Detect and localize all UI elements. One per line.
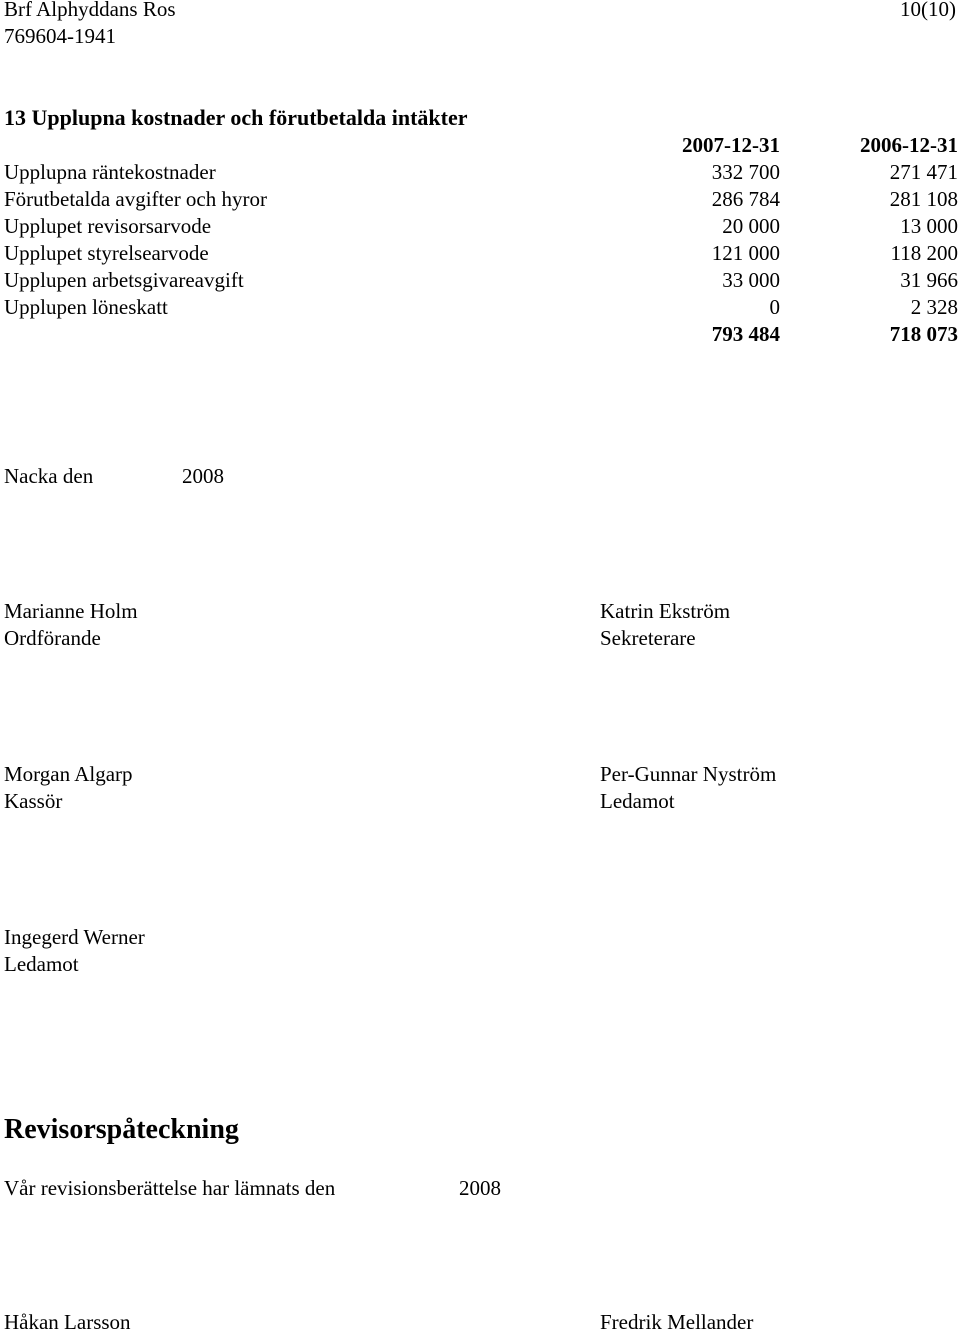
organization-number: 769604-1941 bbox=[4, 24, 116, 48]
row-value-2007: 121 000 bbox=[711, 241, 780, 265]
row-value-2006: 2 328 bbox=[910, 295, 958, 319]
note-title: 13 Upplupna kostnader och förutbetalda intäkter bbox=[4, 105, 468, 130]
row-value-2006: 118 200 bbox=[890, 241, 958, 265]
row-value-2006: 31 966 bbox=[900, 268, 958, 292]
table-header-row bbox=[0, 132, 960, 159]
column-header-2007: 2007-12-31 bbox=[682, 133, 780, 157]
table-row bbox=[0, 186, 960, 213]
auditor-signature-name: Håkan Larsson bbox=[4, 1310, 131, 1334]
row-value-2007: 20 000 bbox=[722, 214, 780, 238]
signature-role: Ledamot bbox=[600, 789, 675, 813]
place-year: 2008 bbox=[182, 464, 224, 488]
row-value-2006: 13 000 bbox=[900, 214, 958, 238]
row-value-2007: 33 000 bbox=[722, 268, 780, 292]
signature-name: Katrin Ekström bbox=[600, 599, 731, 623]
row-value-2006: 281 108 bbox=[889, 187, 958, 211]
table-row bbox=[0, 267, 960, 294]
accrued-costs-table bbox=[0, 132, 960, 348]
row-label: Upplupna räntekostnader bbox=[4, 160, 216, 184]
signature-name: Marianne Holm bbox=[4, 599, 138, 623]
signature-name: Morgan Algarp bbox=[4, 762, 133, 786]
row-value-2007: 332 700 bbox=[711, 160, 780, 184]
row-value-2007: 286 784 bbox=[711, 187, 780, 211]
signature-name: Per-Gunnar Nyström bbox=[600, 762, 777, 786]
auditor-statement-year: 2008 bbox=[459, 1176, 501, 1200]
row-label: Upplupet styrelsearvode bbox=[4, 241, 209, 265]
total-value-2006: 718 073 bbox=[889, 322, 958, 346]
signature-role: Ledamot bbox=[4, 952, 79, 976]
row-label: Upplupet revisorsarvode bbox=[4, 214, 212, 238]
auditor-signature-name: Fredrik Mellander bbox=[600, 1310, 754, 1334]
row-label: Upplupen löneskatt bbox=[4, 295, 168, 319]
row-value-2006: 271 471 bbox=[889, 160, 958, 184]
table-row bbox=[0, 294, 960, 321]
table-row bbox=[0, 240, 960, 267]
signature-name: Ingegerd Werner bbox=[4, 925, 145, 949]
row-value-2007: 0 bbox=[769, 295, 780, 319]
table-total-row bbox=[0, 321, 960, 348]
signature-role: Sekreterare bbox=[600, 626, 696, 650]
signature-role: Kassör bbox=[4, 789, 63, 813]
page-number: 10(10) bbox=[900, 0, 956, 21]
table-row bbox=[0, 213, 960, 240]
organization-name: Brf Alphyddans Ros bbox=[4, 0, 176, 21]
table-row bbox=[0, 159, 960, 186]
place-label: Nacka den bbox=[4, 464, 94, 488]
total-value-2007: 793 484 bbox=[711, 322, 780, 346]
row-label: Förutbetalda avgifter och hyror bbox=[4, 187, 267, 211]
row-label: Upplupen arbetsgivareavgift bbox=[4, 268, 244, 292]
column-header-2006: 2006-12-31 bbox=[860, 133, 958, 157]
signature-role: Ordförande bbox=[4, 626, 101, 650]
auditor-section-title: Revisorspåteckning bbox=[4, 1114, 239, 1145]
auditor-statement: Vår revisionsberättelse har lämnats den bbox=[4, 1176, 336, 1200]
